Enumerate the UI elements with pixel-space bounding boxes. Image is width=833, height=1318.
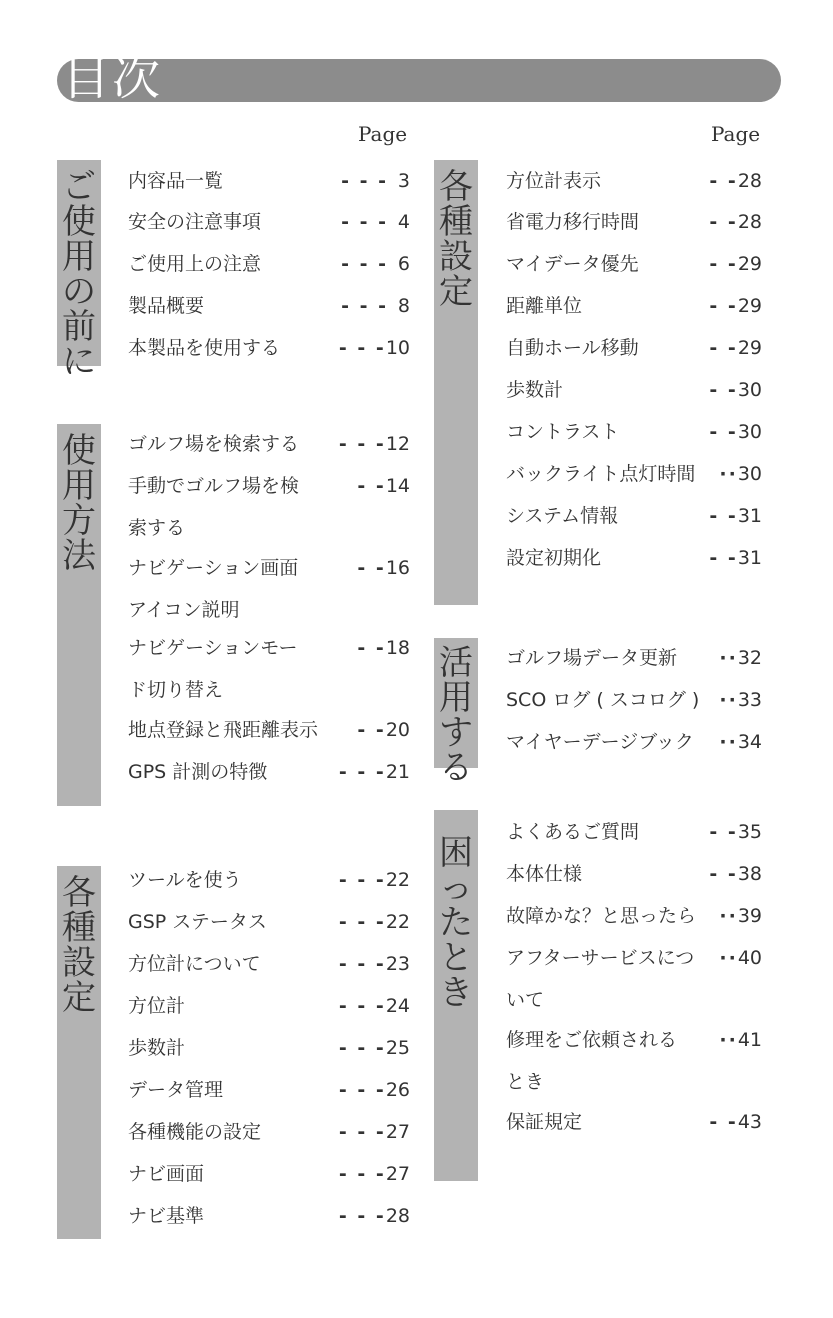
toc-entry[interactable]	[128, 944, 410, 984]
toc-entry[interactable]	[128, 548, 410, 628]
toc-entry-title-continued: とき	[506, 1071, 545, 1093]
toc-entry-title: 本体仕様	[506, 863, 583, 885]
toc-entry-page	[719, 1020, 762, 1060]
toc-entry-leader: - -	[709, 379, 738, 401]
toc-entry[interactable]	[506, 496, 762, 536]
page-column-header-left: Page	[358, 122, 408, 146]
toc-entry-page-number: 6	[397, 253, 410, 275]
toc-entry-leader: - -	[709, 421, 738, 443]
toc-entry[interactable]	[506, 244, 762, 284]
toc-entry[interactable]	[128, 424, 410, 464]
toc-entry-leader: - - -	[338, 1121, 386, 1143]
toc-entry-page	[339, 944, 410, 984]
toc-entry-title: 安全の注意事項	[128, 211, 262, 233]
page-column-header-right: Page	[711, 122, 761, 146]
toc-entry[interactable]	[128, 244, 410, 284]
toc-entry-leader: - -	[709, 170, 738, 192]
toc-entry[interactable]	[506, 896, 762, 936]
toc-entry-page	[709, 161, 762, 201]
toc-entry-leader: - -	[709, 547, 738, 569]
toc-entry-title: 故障かな？と思ったら	[506, 905, 697, 927]
toc-entry-page-number: 29	[737, 337, 762, 359]
toc-entry-title: 各種機能の設定	[128, 1121, 262, 1143]
toc-entry-page-number: 24	[385, 995, 410, 1017]
toc-entry[interactable]	[128, 710, 410, 750]
toc-entry-page-number: 38	[737, 863, 762, 885]
toc-entry-page-number: 41	[737, 1029, 762, 1051]
toc-entry-title: 地点登録と飛距離表示	[128, 719, 319, 741]
toc-entry-title-continued: いて	[506, 989, 545, 1011]
toc-entry-leader: - - -	[338, 433, 386, 455]
toc-entry-page-number: 34	[737, 731, 762, 753]
toc-entry[interactable]	[128, 328, 410, 368]
toc-entry-page-number: 20	[385, 719, 410, 741]
toc-entry-title: 修理をご依頼される	[506, 1029, 678, 1051]
toc-entry[interactable]	[506, 454, 762, 494]
toc-entry-leader: - - -	[338, 1037, 386, 1059]
toc-entry-title: ゴルフ場を検索する	[128, 433, 300, 455]
toc-entry-page-number: 18	[385, 637, 410, 659]
toc-entry-page	[709, 538, 762, 578]
toc-entry[interactable]	[128, 1028, 410, 1068]
toc-entry-title: ツールを使う	[128, 869, 242, 891]
toc-entry-leader: - - -	[341, 211, 388, 233]
toc-entry-title: 歩数計	[506, 379, 564, 401]
toc-entry[interactable]	[128, 466, 410, 546]
toc-entry-page-number: 27	[385, 1121, 410, 1143]
toc-entry[interactable]	[506, 1020, 762, 1100]
toc-entry-page-number: 31	[737, 505, 762, 527]
toc-entry-title: 保証規定	[506, 1111, 583, 1133]
toc-entry-page-number: 26	[385, 1079, 410, 1101]
toc-entry-leader: - -	[709, 337, 738, 359]
toc-entry-page	[709, 370, 762, 410]
toc-entry-title: ナビ画面	[128, 1163, 205, 1185]
toc-entry-page	[357, 466, 410, 506]
toc-entry-page	[339, 1070, 410, 1110]
toc-entry-leader: - - -	[338, 911, 386, 933]
toc-entry-page-number: 35	[737, 821, 762, 843]
toc-entry-leader: ··	[719, 689, 738, 711]
toc-entry-title: 内容品一覧	[128, 170, 224, 192]
toc-entry-title: コントラスト	[506, 421, 620, 443]
toc-entry-page	[709, 812, 762, 852]
toc-entry-title: マイヤーデージブック	[506, 731, 694, 753]
toc-entry[interactable]	[128, 286, 410, 326]
toc-entry-title: 方位計について	[128, 953, 261, 975]
toc-entry-page	[709, 244, 762, 284]
toc-entry-page-number: 32	[737, 647, 762, 669]
toc-entry[interactable]	[128, 860, 410, 900]
toc-entry-page	[357, 628, 410, 668]
toc-entry-page	[341, 244, 410, 284]
section-label-settings-right: 各 種 設 定	[439, 167, 473, 312]
toc-entry-title: 手動でゴルフ場を検	[128, 475, 300, 497]
toc-entry-title: 方位計表示	[506, 170, 602, 192]
toc-entry-title: 設定初期化	[506, 547, 602, 569]
toc-entry-title: 省電力移行時間	[506, 211, 640, 233]
toc-entry-page-number: 25	[385, 1037, 410, 1059]
section-label-how-to-use: 使 用 方 法	[62, 431, 96, 576]
toc-entry[interactable]	[128, 1070, 410, 1110]
toc-entry-page-number: 4	[397, 211, 410, 233]
toc-entry-title: ゴルフ場データ更新	[506, 647, 678, 669]
toc-entry-leader: - - -	[341, 253, 388, 275]
toc-entry-page	[719, 938, 762, 978]
section-label-utilize: 活 用 す る	[439, 643, 473, 788]
toc-entry-page	[339, 424, 410, 464]
toc-entry-title: GPS 計測の特徴	[128, 761, 268, 783]
toc-entry-title: 製品概要	[128, 295, 205, 317]
toc-entry-leader: - - -	[338, 869, 386, 891]
toc-entry[interactable]	[506, 854, 762, 894]
toc-entry-leader: ··	[719, 463, 738, 485]
toc-entry-leader: - - -	[338, 1205, 386, 1227]
toc-entry-page-number: 30	[737, 379, 762, 401]
toc-entry-page-number: 43	[737, 1111, 762, 1133]
toc-entry-title: 方位計	[128, 995, 186, 1017]
toc-entry-title: 自動ホール移動	[506, 337, 639, 359]
toc-entry[interactable]	[506, 1102, 762, 1142]
toc-entry[interactable]	[506, 370, 762, 410]
toc-entry-leader: - - -	[341, 170, 388, 192]
toc-entry[interactable]	[128, 986, 410, 1026]
toc-entry-page	[709, 412, 762, 452]
toc-entry-page	[357, 710, 410, 750]
toc-entry-page	[719, 896, 762, 936]
toc-entry-leader: - -	[357, 475, 386, 497]
title-bar	[57, 59, 781, 102]
toc-entry-title: ナビゲーション画面	[128, 557, 299, 579]
toc-entry-page-number: 29	[737, 295, 762, 317]
toc-entry[interactable]	[506, 938, 762, 1018]
toc-entry-title: よくあるご質問	[506, 821, 640, 843]
toc-entry-title: バックライト点灯時間	[506, 463, 696, 485]
section-label-settings-left: 各 種 設 定	[62, 873, 96, 1018]
toc-entry-title: マイデータ優先	[506, 253, 639, 275]
toc-entry[interactable]	[128, 902, 410, 942]
toc-entry-page-number: 28	[737, 211, 762, 233]
toc-entry-page-number: 12	[385, 433, 410, 455]
toc-entry-leader: - - -	[338, 761, 386, 783]
toc-entry-leader: - -	[709, 295, 738, 317]
toc-entry-page	[719, 454, 762, 494]
toc-entry-title: 距離単位	[506, 295, 583, 317]
toc-entry-leader: - -	[709, 863, 738, 885]
toc-entry-page-number: 16	[385, 557, 410, 579]
toc-entry-page-number: 30	[737, 463, 762, 485]
toc-entry-page	[339, 328, 410, 368]
toc-entry[interactable]	[128, 1154, 410, 1194]
toc-entry[interactable]	[506, 161, 762, 201]
toc-entry-page-number: 21	[385, 761, 410, 783]
toc-entry[interactable]	[128, 752, 410, 792]
toc-entry[interactable]	[506, 538, 762, 578]
toc-entry-title: ご使用上の注意	[128, 253, 262, 275]
toc-entry-title: 本製品を使用する	[128, 337, 281, 359]
toc-entry[interactable]	[506, 680, 762, 720]
toc-entry-leader: - -	[709, 1111, 738, 1133]
toc-entry-page-number: 27	[385, 1163, 410, 1185]
toc-entry-title: 歩数計	[128, 1037, 186, 1059]
toc-entry-leader: ··	[719, 647, 738, 669]
toc-entry-page-number: 8	[397, 295, 410, 317]
toc-entry[interactable]	[506, 202, 762, 242]
toc-entry-leader: ··	[719, 947, 738, 969]
toc-entry-page	[339, 1196, 410, 1236]
toc-entry[interactable]	[506, 328, 762, 368]
toc-entry-leader: - - -	[338, 1163, 386, 1185]
toc-entry[interactable]	[128, 202, 410, 242]
toc-entry-leader: ··	[719, 731, 738, 753]
toc-entry-leader: ··	[719, 905, 738, 927]
toc-entry-page	[339, 860, 410, 900]
toc-entry[interactable]	[128, 1112, 410, 1152]
toc-entry-title: ナビ基準	[128, 1205, 205, 1227]
toc-entry-title: データ管理	[128, 1079, 224, 1101]
toc-entry-page	[339, 1154, 410, 1194]
toc-entry-page	[341, 161, 410, 201]
toc-entry-leader: - - -	[341, 295, 388, 317]
toc-entry-title: GSP ステータス	[128, 911, 267, 933]
toc-entry-page-number: 23	[385, 953, 410, 975]
toc-entry-page	[719, 722, 762, 762]
toc-entry-page-number: 39	[737, 905, 762, 927]
toc-entry-page	[339, 902, 410, 942]
toc-entry-leader: - - -	[338, 1079, 386, 1101]
toc-entry-page-number: 22	[385, 869, 410, 891]
toc-entry-page	[339, 1028, 410, 1068]
section-label-before-use: ご 使 用 の 前 に	[62, 167, 96, 382]
toc-entry-page-number: 10	[385, 337, 410, 359]
toc-entry-leader: - - -	[338, 337, 386, 359]
toc-entry-leader: - -	[709, 211, 738, 233]
toc-entry-leader: - - -	[338, 953, 386, 975]
toc-entry-page-number: 30	[737, 421, 762, 443]
toc-entry-page-number: 40	[737, 947, 762, 969]
toc-entry-leader: - -	[357, 719, 386, 741]
toc-entry-page	[357, 548, 410, 588]
toc-entry-title: システム情報	[506, 505, 619, 527]
toc-entry-leader: ··	[719, 1029, 738, 1051]
toc-entry-page	[709, 496, 762, 536]
toc-entry-page-number: 28	[385, 1205, 410, 1227]
toc-entry-page	[709, 854, 762, 894]
page-title: 目次	[62, 50, 163, 106]
toc-entry-page	[341, 202, 410, 242]
toc-entry[interactable]	[506, 722, 762, 762]
toc-entry[interactable]	[506, 638, 762, 678]
toc-entry-title-continued: ド切り替え	[128, 679, 224, 701]
toc-entry-leader: - -	[709, 253, 738, 275]
toc-entry[interactable]	[128, 161, 410, 201]
toc-entry-title: ナビゲーションモー	[128, 637, 298, 659]
toc-entry-page	[719, 680, 762, 720]
toc-entry-page	[709, 286, 762, 326]
toc-entry[interactable]	[128, 1196, 410, 1236]
toc-entry[interactable]	[506, 412, 762, 452]
toc-entry[interactable]	[506, 286, 762, 326]
toc-entry-page	[339, 986, 410, 1026]
toc-entry-leader: - -	[357, 637, 386, 659]
toc-entry-page	[339, 1112, 410, 1152]
toc-entry-title: アフターサービスにつ	[506, 947, 695, 969]
toc-entry-leader: - - -	[338, 995, 386, 1017]
toc-entry-leader: - -	[709, 505, 738, 527]
toc-entry-leader: - -	[709, 821, 738, 843]
toc-entry-page	[339, 752, 410, 792]
toc-entry-title: SCO ログ ( スコログ )	[506, 689, 700, 711]
toc-entry-page-number: 29	[737, 253, 762, 275]
toc-entry-page	[719, 638, 762, 678]
toc-entry-page-number: 28	[737, 170, 762, 192]
toc-entry-page-number: 22	[385, 911, 410, 933]
toc-entry-leader: - -	[357, 557, 386, 579]
toc-entry-page-number: 3	[397, 170, 410, 192]
toc-entry-title-continued: 索する	[128, 517, 186, 539]
toc-entry-page	[709, 202, 762, 242]
section-label-troubleshooting: 困 っ た と き	[439, 833, 473, 1013]
toc-entry-page-number: 31	[737, 547, 762, 569]
toc-entry[interactable]	[506, 812, 762, 852]
toc-entry-page	[341, 286, 410, 326]
toc-entry[interactable]	[128, 628, 410, 708]
toc-entry-page-number: 14	[385, 475, 410, 497]
toc-entry-page	[709, 328, 762, 368]
toc-entry-title-continued: アイコン説明	[128, 599, 240, 621]
toc-entry-page-number: 33	[737, 689, 762, 711]
toc-entry-page	[709, 1102, 762, 1142]
